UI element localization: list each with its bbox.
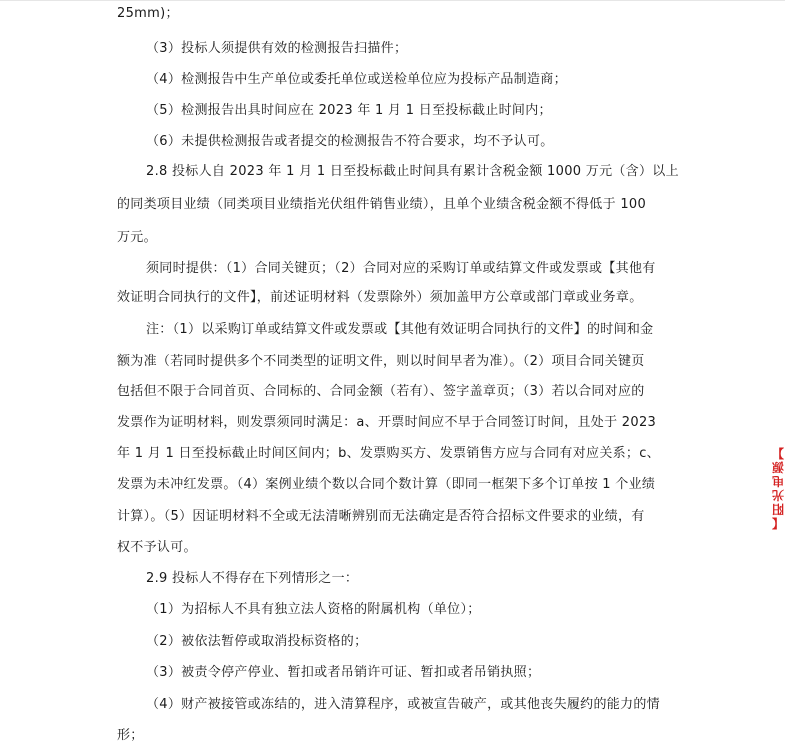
text-line: （5）检测报告出具时间应在 2023 年 1 月 1 日至投标截止时间内； xyxy=(146,103,552,118)
text-line: （4）财产被接管或冻结的，进入清算程序，或被宣告破产，或其他丧失履约的能力的情 xyxy=(146,697,660,712)
text-line: （2）被依法暂停或取消投标资格的； xyxy=(146,634,368,649)
stamp-glyph: 源 xyxy=(772,460,785,474)
text-line: 2.8 投标人自 2023 年 1 月 1 日至投标截止时间具有累计含税金额 1000 万元（含）以上 xyxy=(146,164,679,179)
text-line: （6）未提供检测报告或者提交的检测报告不符合要求，均不予认可。 xyxy=(146,134,554,149)
stamp-glyph: 电 xyxy=(772,474,785,488)
text-line: （4）检测报告中生产单位或委托单位或送检单位应为投标产品制造商； xyxy=(146,72,567,87)
text-line: 计算）。（5）因证明材料不全或无法清晰辨别而无法确定是否符合招标文件要求的业绩，有 xyxy=(117,509,645,524)
text-line: 额为准（若同时提供多个不同类型的证明文件，则以时间早者为准）。（2）项目合同关键页 xyxy=(117,354,645,369)
stamp-glyph: 【 xyxy=(772,516,785,530)
text-line: （3）被责令停产停业、暂扣或者吊销许可证、暂扣或者吊销执照； xyxy=(146,665,541,680)
text-line: 年 1 月 1 日至投标截止时间区间内；b、发票购买方、发票销售方应与合同有对应关系；c、 xyxy=(117,446,660,461)
text-line: 包括但不限于合同首页、合同标的、合同金额（若有）、签字盖章页；（3）若以合同对应的 xyxy=(117,384,645,399)
text-line: 万元。 xyxy=(117,230,157,245)
text-line: 发票为未冲红发票。（4）案例业绩个数以合同个数计算（即同一框架下多个订单按 1 个业绩 xyxy=(117,477,656,492)
text-line: 形； xyxy=(117,728,144,743)
text-line: （3）投标人须提供有效的检测报告扫描件； xyxy=(146,41,408,56)
text-line: 25mm)； xyxy=(117,6,179,21)
red-seal-stamp xyxy=(770,402,785,530)
text-line: 须同时提供：（1）合同关键页；（2）合同对应的采购订单或结算文件或发票或【其他有 xyxy=(146,261,656,276)
text-line: 权不予认可。 xyxy=(117,540,197,555)
text-line: 2.9 投标人不得存在下列情形之一： xyxy=(146,571,359,586)
top-divider xyxy=(0,0,785,1)
stamp-glyph: 光 xyxy=(772,488,785,502)
text-line: 的同类项目业绩（同类项目业绩指光伏组件销售业绩），且单个业绩含税金额不得低于 100 xyxy=(117,197,647,212)
text-line: 注：（1）以采购订单或结算文件或发票或【其他有效证明合同执行的文件】的时间和金 xyxy=(146,322,654,337)
stamp-glyph: 阳 xyxy=(772,502,785,516)
stamp-glyph: 】 xyxy=(772,446,785,460)
text-line: 效证明合同执行的文件】，前述证明材料（发票除外）须加盖甲方公章或部门章或业务章。 xyxy=(117,290,643,305)
text-line: （1）为招标人不具有独立法人资格的附属机构（单位）； xyxy=(146,602,481,617)
text-line: 发票作为证明材料，则发票须同时满足：a、开票时间应不早于合同签订时间，且处于 2023 xyxy=(117,415,657,430)
